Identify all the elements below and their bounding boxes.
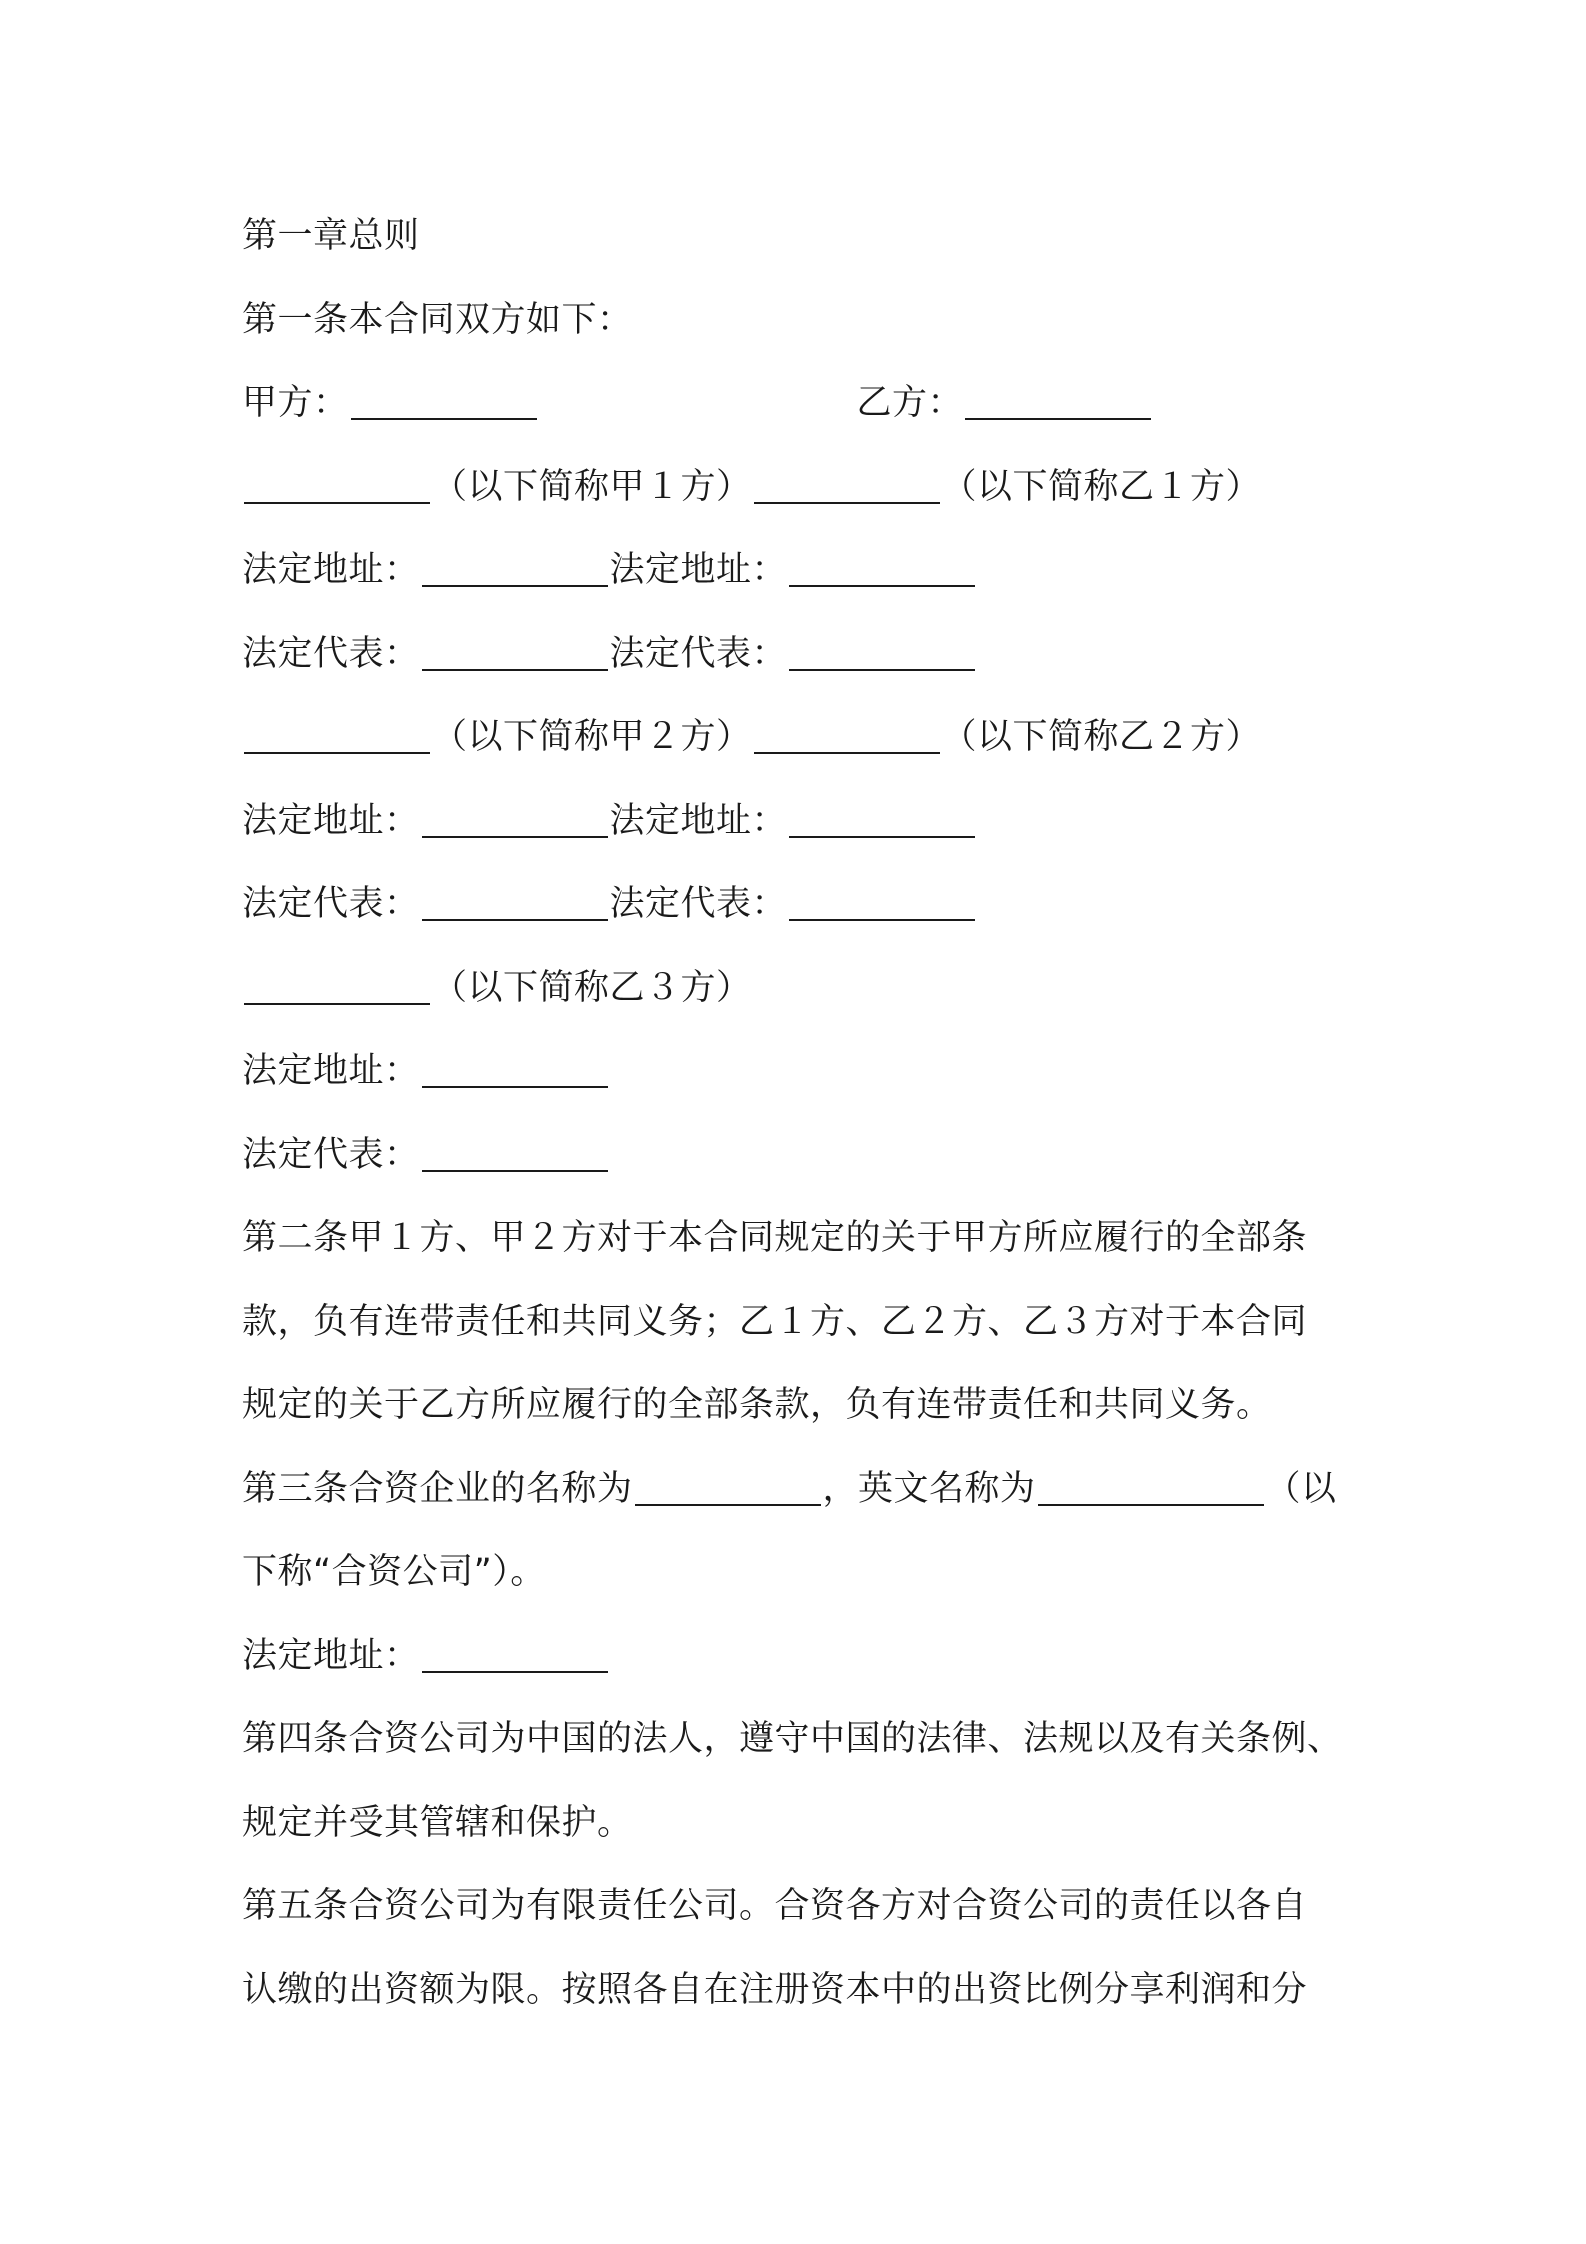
article-2-text-2: 款，负有连带责任和共同义务；乙１方、乙２方、乙３方对于本合同 (242, 1301, 1308, 1342)
b2-rep-blank[interactable] (789, 919, 975, 921)
a2-rep-label: 法定代表： (242, 884, 420, 924)
article-5-text-1: 第五条合资公司为有限责任公司。合资各方对合资公司的责任以各自 (242, 1886, 1308, 1926)
b2-address-label: 法定地址： (609, 800, 788, 841)
article-4-text-1: 第四条合资公司为中国的法人，遵守中国的法律、法规以及有关条例、 (242, 1719, 1343, 1759)
b2-rep-label: 法定代表： (609, 884, 788, 924)
company-address-row (242, 1615, 1360, 1699)
article-3-line-1 (242, 1448, 1360, 1532)
abbrev-row-2 (242, 696, 1360, 780)
b3-address-label: 法定地址： (242, 1051, 420, 1091)
party-row (242, 362, 1360, 446)
article-3-line-2 (242, 1531, 1360, 1615)
address-row-3 (242, 1030, 1360, 1114)
abbrev-row-3 (242, 947, 1360, 1031)
a1-rep-blank[interactable] (422, 669, 608, 671)
address-row-1 (242, 529, 1360, 613)
party-a-blank[interactable] (351, 418, 537, 420)
article-4-text-2: 规定并受其管辖和保护。 (242, 1802, 633, 1843)
b3-rep-blank[interactable] (422, 1170, 608, 1172)
b1-rep-label: 法定代表： (609, 633, 788, 674)
party-a1-name-blank[interactable] (244, 502, 430, 504)
a2-rep-blank[interactable] (422, 919, 608, 921)
company-name-blank[interactable] (635, 1504, 821, 1506)
a1-rep-label: 法定代表： (242, 633, 420, 674)
party-b2-name-blank[interactable] (754, 752, 940, 754)
party-b-blank[interactable] (965, 418, 1151, 420)
b1-address-blank[interactable] (789, 585, 975, 587)
rep-row-1 (242, 613, 1360, 697)
article-2-text-1: 第二条甲１方、甲２方对于本合同规定的关于甲方所应履行的全部条 (242, 1218, 1308, 1258)
article-2-line-3 (242, 1364, 1360, 1448)
a2-address-blank[interactable] (422, 836, 608, 838)
party-b1-name-blank[interactable] (754, 502, 940, 504)
b3-rep-label: 法定代表： (242, 1134, 420, 1175)
article-4-line-1 (242, 1698, 1360, 1782)
party-b2-abbrev: （以下简称乙２方） (941, 717, 1262, 757)
company-address-blank[interactable] (422, 1671, 608, 1673)
abbrev-row-1 (242, 446, 1360, 530)
article-1-heading (242, 279, 1360, 363)
a2-address-label: 法定地址： (242, 800, 420, 841)
document-page (242, 195, 1360, 2032)
b2-address-blank[interactable] (789, 836, 975, 838)
article-5-text-2: 认缴的出资额为限。按照各自在注册资本中的出资比例分享利润和分 (242, 1969, 1308, 2010)
rep-row-2 (242, 863, 1360, 947)
chapter-title (242, 195, 1360, 279)
article-3-text-4: 下称“合资公司”）。 (242, 1552, 546, 1592)
english-name-blank[interactable] (1038, 1504, 1264, 1506)
party-b3-name-blank[interactable] (244, 1003, 430, 1005)
company-address-label: 法定地址： (242, 1635, 420, 1676)
a1-address-blank[interactable] (422, 585, 608, 587)
b1-rep-blank[interactable] (789, 669, 975, 671)
address-row-2 (242, 780, 1360, 864)
party-a1-abbrev: （以下简称甲１方） (432, 466, 752, 507)
party-a2-name-blank[interactable] (244, 752, 430, 754)
b1-address-label: 法定地址： (609, 550, 788, 590)
article-2-text-3: 规定的关于乙方所应履行的全部条款，负有连带责任和共同义务。 (242, 1385, 1272, 1425)
article-2-line-1 (242, 1197, 1360, 1281)
article-3-text-1: 第三条合资企业的名称为 (242, 1468, 633, 1509)
a1-address-label: 法定地址： (242, 550, 420, 590)
party-b3-abbrev: （以下简称乙３方） (432, 967, 752, 1008)
article-1-heading-text: 第一条本合同双方如下： (242, 299, 633, 340)
rep-row-3 (242, 1114, 1360, 1198)
party-b1-abbrev: （以下简称乙１方） (941, 466, 1262, 507)
article-4-line-2 (242, 1782, 1360, 1866)
party-a2-abbrev: （以下简称甲２方） (432, 717, 752, 757)
article-2-line-2 (242, 1281, 1360, 1365)
article-3-text-2: ，英文名称为 (822, 1468, 1036, 1509)
article-5-line-2 (242, 1949, 1360, 2033)
article-5-line-1 (242, 1865, 1360, 1949)
party-a-label: 甲方： (242, 383, 349, 423)
chapter-title-text: 第一章总则 (242, 216, 420, 256)
article-3-text-3: （以 (1265, 1468, 1337, 1509)
b3-address-blank[interactable] (422, 1086, 608, 1088)
party-b-label: 乙方： (856, 383, 964, 423)
